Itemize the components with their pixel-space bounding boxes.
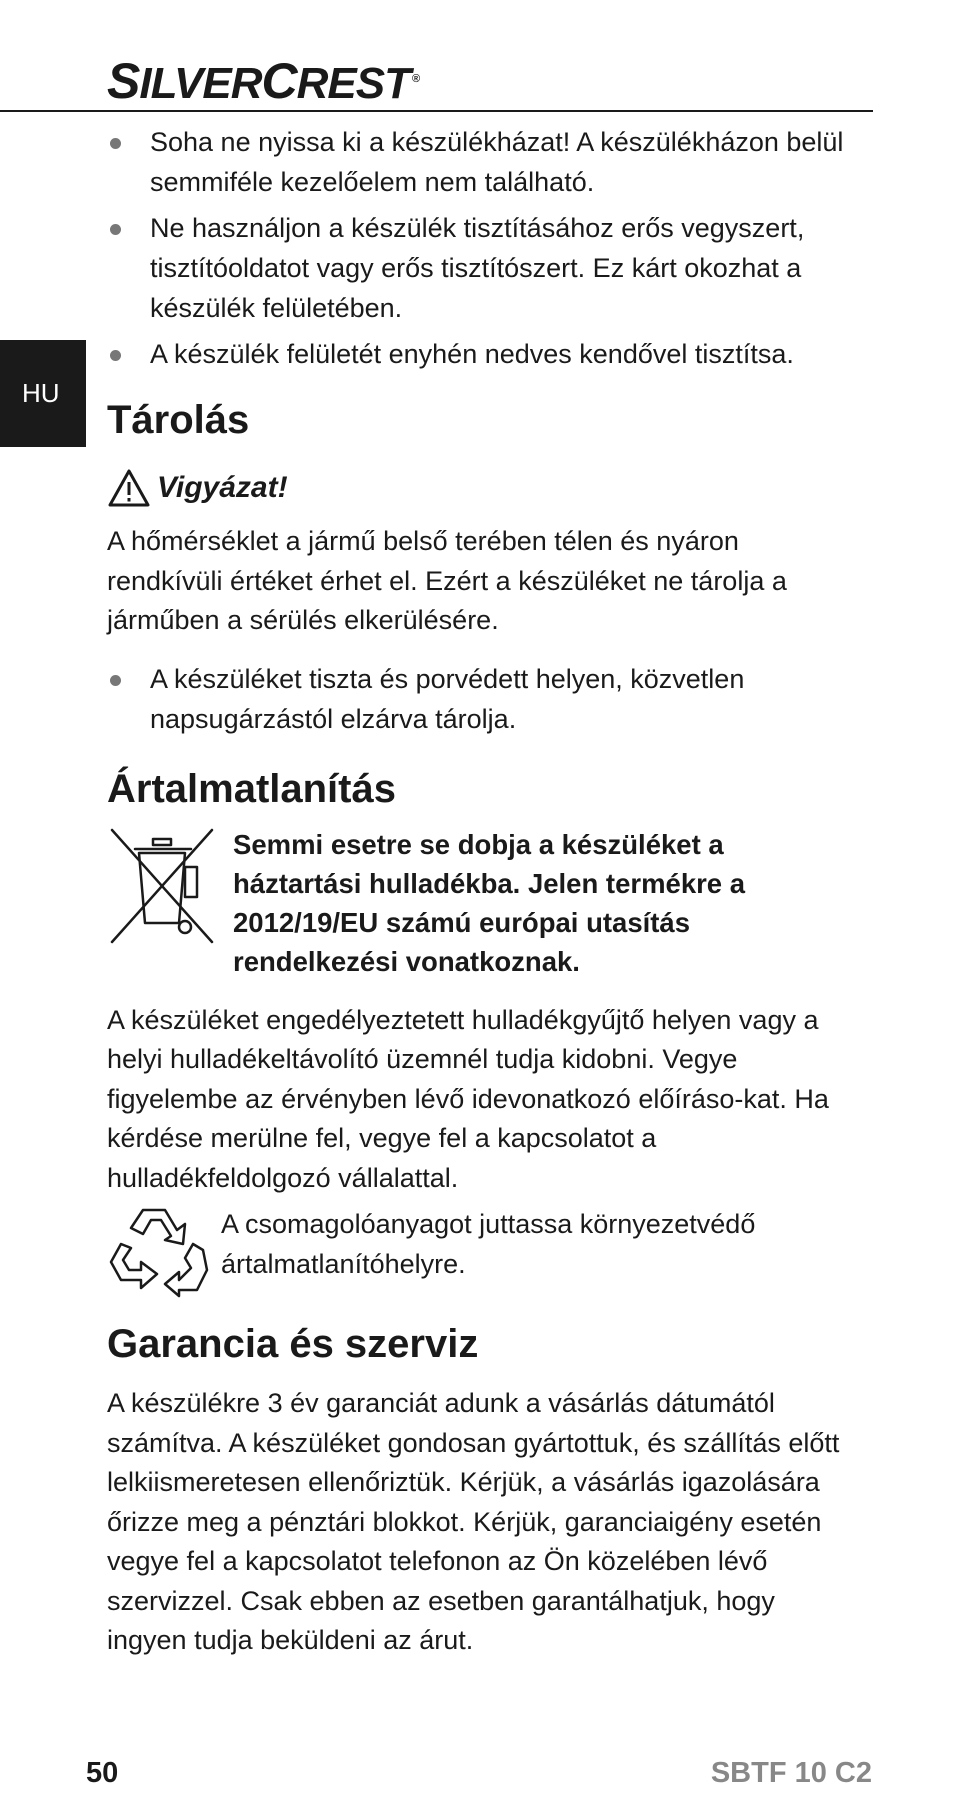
storage-list [107,659,853,739]
warranty-text: A készülékre 3 év garanciát adunk a vásárlás dátumától számítva. A készüléket gondosan gyártottuk, és szállítás előtt lelkiismeretesen ellenőriztük. Kérjük, a vásárlás igazolására őrizze meg a pénztári blokkot. Kérjük, garanciaigény esetén vegye fel a kapcsolatot telefonon az Ön közelében lévő szervizzel. Csak ebben az esetben garantálhatjuk, hogy ingyen tudja beküldeni az árut. [107,1388,840,1655]
warning-triangle-icon [107,468,151,508]
list-item: Soha ne nyissa ki a készülékházat! A készülékházon belül semmiféle kezelőelem nem található. [107,122,853,202]
language-tab: HU [0,340,86,447]
list-item: Ne használjon a készülék tisztításához erős vegyszert, tisztítóoldatot vagy erős tisztítószert. Ez kárt okozhat a készülék felületében. [107,208,853,328]
storage-heading: Tárolás [107,398,250,442]
caution-block [107,468,853,508]
recycle-icon [107,1204,211,1300]
caution-title: Vigyázat! [157,471,288,504]
page-number: 50 [86,1757,119,1789]
registered-mark: ® [411,73,420,86]
list-item: A készülék felületét enyhén nedves kendővel tisztítsa. [107,334,853,374]
storage-text: A hőmérséklet a jármű belső terében télen és nyáron rendkívüli értéket érhet el. Ezért a készüléket ne tárolja a járműben a sérülés elkerülésére. [107,526,787,635]
header-divider [0,110,873,112]
cleaning-list [107,122,853,374]
warranty-heading: Garancia és szerviz [107,1322,479,1366]
page-content [107,122,853,1661]
disposal-heading: Ártalmatlanítás [107,766,396,811]
recycle-block [107,1204,853,1300]
crossed-bin-icon [107,825,219,947]
brand-logo: SILVERCREST ® [107,53,420,109]
weee-warning-text: Semmi esetre se dobja a készüléket a háztartási hulladékba. Jelen termékre a 2012/19/EU számú európai utasítás rendelkezési vonatkoznak. [233,828,746,977]
weee-block [107,825,853,981]
recycle-text: A csomagolóanyagot juttassa környezetvédő ártalmatlanítóhelyre. [221,1209,756,1279]
list-item: A készüléket tiszta és porvédett helyen, közvetlen napsugárzástól elzárva tárolja. [107,659,853,739]
model-number: SBTF 10 C2 [710,1757,872,1789]
disposal-text: A készüléket engedélyeztetett hulladékgyűjtő helyen vagy a helyi hulladékeltávolító üzemnél tudja kidobni. Vegye figyelembe az érvényben lévő idevonatkozó előíráso-kat. Ha kérdése merülne fel, vegye fel a kapcsolatot a hulladékfeldolgozó vállalattal. [107,1004,829,1193]
